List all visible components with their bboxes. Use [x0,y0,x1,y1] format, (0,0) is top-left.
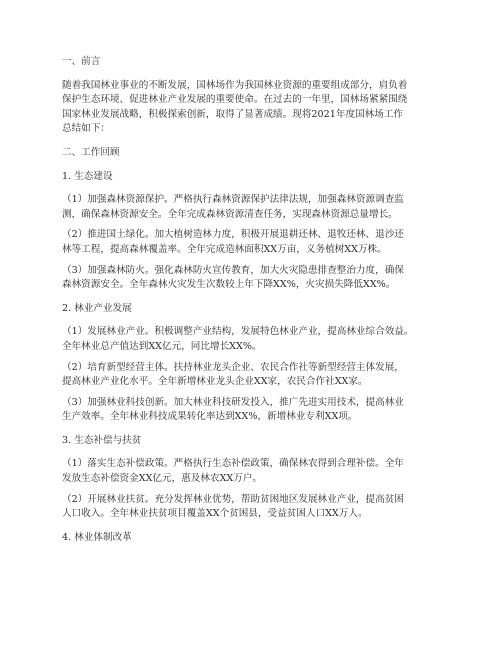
text-line: 保护生态环境、促进林业产业发展的重要使命。在过去的一年里，国林场紧紧围绕 [62,94,408,106]
text-line: 森林资源安全。全年森林火灾发生次数较上年下降XX%，火灾损失降低XX%。 [62,279,396,291]
text-line: （2）培育新型经营主体。扶持林业龙头企业、农民合作社等新型经营主体发展， [62,361,404,373]
text-line: 测，确保森林资源安全。全年完成森林资源清查任务，实现森林资源总量增长。 [62,208,398,220]
section-heading-preface: 一、前言 [62,56,101,67]
text-line: 生产效率。全年林业科技成果转化率达到XX%，新增林业专利XX项。 [62,411,358,423]
paragraph [62,493,452,522]
paragraph [62,396,452,425]
text-line: 随着我国林业事业的不断发展，国林场作为我国林业资源的重要组成部分，肩负着 [62,79,408,91]
text-line: 人口收入。全年林业扶贫项目覆盖XX个贫困县，受益贫困人口XX万人。 [62,508,368,520]
text-line: 国家林业发展战略，积极探索创新，取得了显著成绩。现将2021年度国林场工作 [62,108,404,120]
preface-paragraph [62,79,452,137]
paragraph [62,457,452,486]
section-heading-review: 二、工作回顾 [62,146,120,158]
text-line: 总结如下： [62,123,110,135]
paragraph [62,325,452,354]
text-line: （3）加强林业科技创新。加大林业科技研发投入，推广先进实用技术，提高林业 [62,396,404,408]
subsection-title-ecology: 1. 生态建设 [62,170,113,182]
text-line: 林等工程，提高森林覆盖率。全年完成造林面积XX万亩，义务植树XX万株。 [62,243,387,255]
text-line: （2）开展林业扶贫。充分发挥林业优势，帮助贫困地区发展林业产业，提高贫困 [62,493,404,505]
subsection-title-reform: 4. 林业体制改革 [62,531,132,543]
paragraph [62,228,452,257]
text-line: （3）加强森林防火。强化森林防火宣传教育，加大火灾隐患排查整治力度，确保 [62,264,404,276]
text-line: （2）推进国土绿化。加大植树造林力度，积极开展退耕还林、退牧还林、退沙还 [62,229,404,241]
text-line: （1）发展林业产业。积极调整产业结构，发展特色林业产业，提高林业综合效益。 [62,326,414,338]
paragraph [62,264,452,293]
text-line: 全年林业总产值达到XX亿元，同比增长XX%。 [62,340,262,352]
text-line: （1）加强森林资源保护。严格执行森林资源保护法律法规，加强森林资源调查监 [62,194,404,206]
subsection-title-compensation: 3. 生态补偿与扶贫 [62,434,142,446]
paragraph [62,361,452,390]
document-page [62,55,452,545]
subsection-title-industry: 2. 林业产业发展 [62,302,132,314]
paragraph [62,193,452,222]
text-line: 提高林业产业化水平。全年新增林业龙头企业XX家，农民合作社XX家。 [62,376,368,388]
text-line: （1）落实生态补偿政策。严格执行生态补偿政策，确保林农得到合理补偿。全年 [62,458,404,470]
text-line: 发放生态补偿资金XX亿元，惠及林农XX万户。 [62,473,263,485]
